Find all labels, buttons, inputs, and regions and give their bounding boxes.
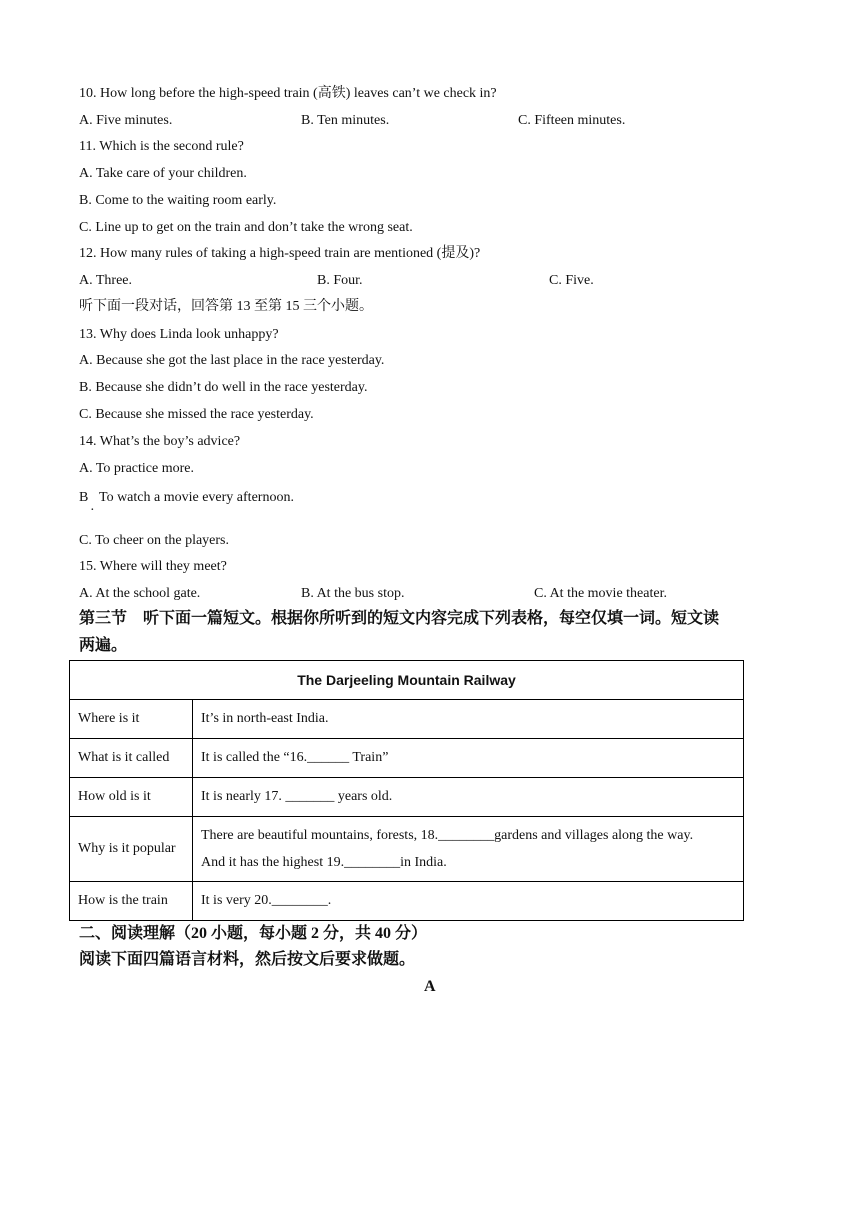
q12-stem: 12. How many rules of taking a high-speed train are mentioned (提及)? <box>79 246 481 261</box>
q15-option-c: C. At the movie theater. <box>534 586 667 601</box>
q10-option-b: B. Ten minutes. <box>301 113 390 128</box>
row-key: Why is it popular <box>70 817 193 882</box>
q12-option-a: A. Three. <box>79 273 132 288</box>
q13-option-c: C. Because she missed the race yesterday. <box>79 407 314 422</box>
part2-instruction: 阅读下面四篇语言材料，然后按文后要求做题。 <box>79 951 416 968</box>
q10-option-a: A. Five minutes. <box>79 113 173 128</box>
passage-label: A <box>424 978 436 995</box>
row-key: How is the train <box>70 882 193 921</box>
table-row <box>70 778 744 817</box>
q11-option-c: C. Line up to get on the train and don’t take the wrong seat. <box>79 220 413 235</box>
row-value-line1: There are beautiful mountains, forests, 18.________gardens and villages along the way. <box>201 828 694 843</box>
table-row <box>70 739 744 778</box>
q14-option-c: C. To cheer on the players. <box>79 533 229 548</box>
dialogue-instruction: 听下面一段对话，回答第 13 至第 15 三个小题。 <box>79 299 373 314</box>
row-key: Where is it <box>70 700 193 739</box>
row-value <box>193 817 744 882</box>
q15-option-b: B. At the bus stop. <box>301 586 405 601</box>
q12-option-b: B. Four. <box>317 273 363 288</box>
q14-option-b-letter: B <box>79 490 89 505</box>
q13-option-a: A. Because she got the last place in the race yesterday. <box>79 353 385 368</box>
row-value: It is very 20.________. <box>193 882 744 921</box>
section3-heading-line2: 两遍。 <box>79 637 128 654</box>
q11-option-a: A. Take care of your children. <box>79 166 247 181</box>
q14-option-b: To watch a movie every afternoon. <box>99 490 294 505</box>
q12-option-c: C. Five. <box>549 273 594 288</box>
q11-stem: 11. Which is the second rule? <box>79 139 244 154</box>
table-row <box>70 700 744 739</box>
railway-info-table <box>69 660 744 921</box>
table-row <box>70 817 744 882</box>
q14-option-a: A. To practice more. <box>79 461 194 476</box>
q14-stem: 14. What’s the boy’s advice? <box>79 434 241 449</box>
section3-heading-line1: 第三节 听下面一篇短文。根据你所听到的短文内容完成下列表格，每空仅填一词。短文读 <box>79 610 720 627</box>
q14-option-b-dot: · <box>90 503 95 518</box>
q15-stem: 15. Where will they meet? <box>79 559 227 574</box>
row-value: It is nearly 17. _______ years old. <box>193 778 744 817</box>
q10-stem: 10. How long before the high-speed train (高铁) leaves can’t we check in? <box>79 86 497 101</box>
row-value-line2: And it has the highest 19.________in India. <box>201 855 447 870</box>
row-value: It’s in north-east India. <box>193 700 744 739</box>
row-key: What is it called <box>70 739 193 778</box>
table-title: The Darjeeling Mountain Railway <box>70 661 744 700</box>
q10-option-c: C. Fifteen minutes. <box>518 113 626 128</box>
row-value: It is called the “16.______ Train” <box>193 739 744 778</box>
table-row <box>70 882 744 921</box>
q15-option-a: A. At the school gate. <box>79 586 201 601</box>
q13-stem: 13. Why does Linda look unhappy? <box>79 327 279 342</box>
q11-option-b: B. Come to the waiting room early. <box>79 193 277 208</box>
q13-option-b: B. Because she didn’t do well in the race yesterday. <box>79 380 368 395</box>
part2-heading: 二、阅读理解（20 小题，每小题 2 分，共 40 分） <box>79 925 428 942</box>
row-key: How old is it <box>70 778 193 817</box>
